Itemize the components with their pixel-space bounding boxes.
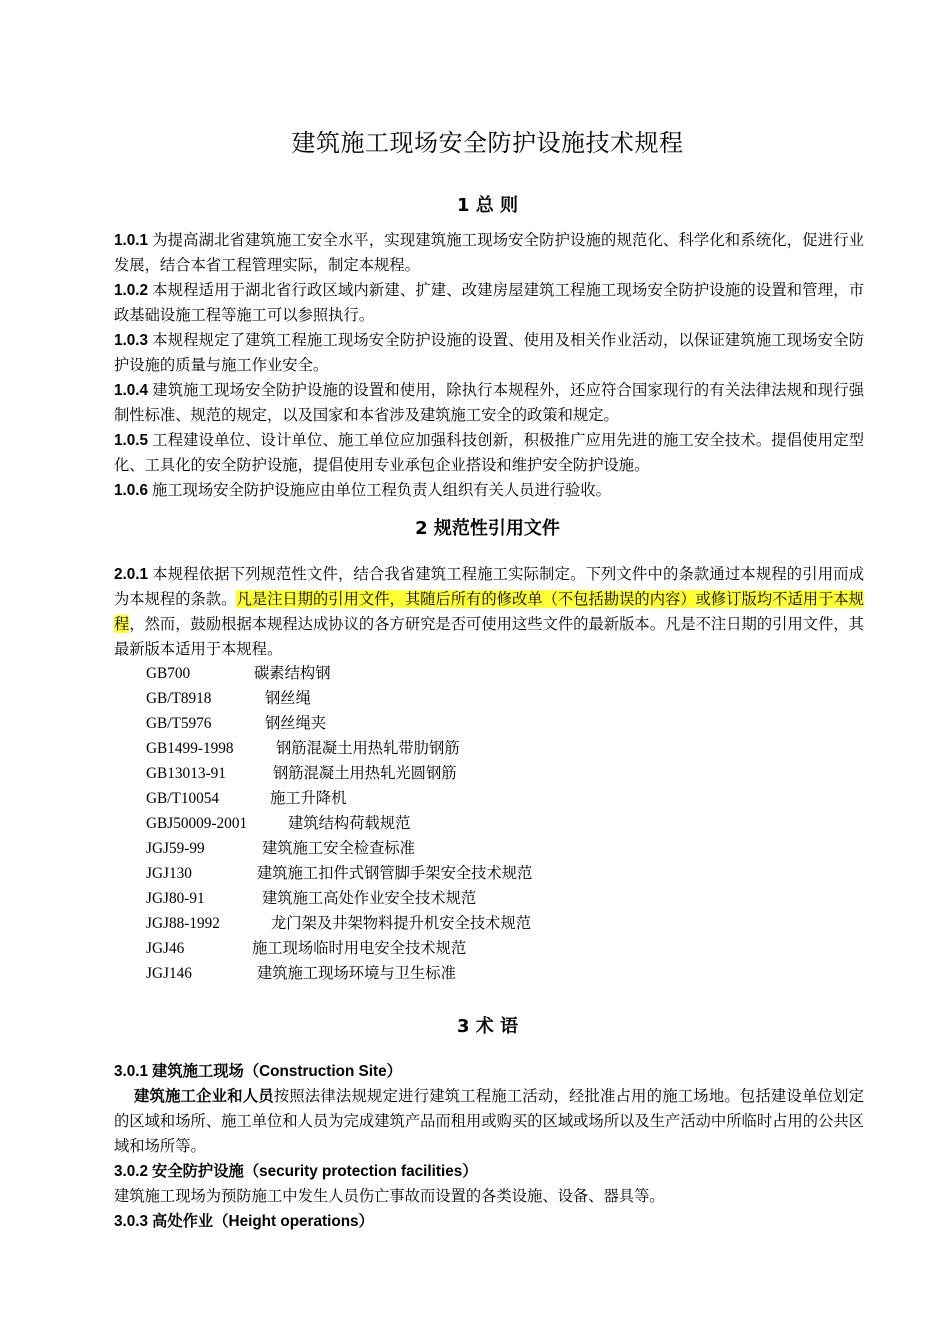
section-1-heading: 1 总 则 xyxy=(456,195,519,216)
standard-row: GB13013-91 钢筋混凝土用热轧光圆钢筋 xyxy=(146,764,457,782)
standard-row: GB/T10054 施工升降机 xyxy=(146,789,347,807)
clause-1-0-5: 1.0.5 工程建设单位、设计单位、施工单位应加强科技创新，积极推广应用先进的施工安全技术。提倡使用定型化、工具化的安全防护设施，提倡使用专业承包企业搭设和维护安全防护设施。 xyxy=(114,431,864,474)
clause-1-0-4: 1.0.4 建筑施工现场安全防护设施的设置和使用，除执行本规程外，还应符合国家现行的有关法律法规和现行强制性标准、规范的规定，以及国家和本省涉及建筑施工安全的政策和规定。 xyxy=(114,381,864,424)
standard-row: GB1499-1998 钢筋混凝土用热轧带肋钢筋 xyxy=(146,739,460,757)
standard-row: GB/T5976 钢丝绳夹 xyxy=(146,714,327,732)
term-3-0-1-title: 3.0.1 建筑施工现场（Construction Site） xyxy=(114,1063,402,1080)
clause-1-0-3: 1.0.3 本规程规定了建筑工程施工现场安全防护设施的设置、使用及相关作业活动，以保证建筑施工现场安全防护设施的质量与施工作业安全。 xyxy=(114,331,864,374)
section-3-body xyxy=(114,1059,864,1234)
standard-row: JGJ80-91 建筑施工高处作业安全技术规范 xyxy=(146,889,477,907)
clause-1-0-2: 1.0.2 本规程适用于湖北省行政区域内新建、扩建、改建房屋建筑工程施工现场安全防护设施的设置和管理，市政基础设施工程等施工可以参照执行。 xyxy=(114,281,864,324)
section-3-heading: 3 术 语 xyxy=(456,1016,519,1037)
clause-1-0-6: 1.0.6 施工现场安全防护设施应由单位工程负责人组织有关人员进行验收。 xyxy=(114,481,611,499)
standard-row: GBJ50009-2001 建筑结构荷载规范 xyxy=(146,814,411,832)
section-2-heading: 2 规范性引用文件 xyxy=(415,518,560,539)
term-3-0-2-definition: 建筑施工现场为预防施工中发生人员伤亡事故而设置的各类设施、设备、器具等。 xyxy=(114,1187,665,1205)
term-3-0-2-title: 3.0.2 安全防护设施（security protection facilities） xyxy=(114,1163,478,1180)
clause-1-0-1: 1.0.1 为提高湖北省建筑施工安全水平，实现建筑施工现场安全防护设施的规范化、科学化和系统化，促进行业发展，结合本省工程管理实际，制定本规程。 xyxy=(114,231,864,274)
standard-row: JGJ46 施工现场临时用电安全技术规范 xyxy=(146,939,467,957)
standards-list xyxy=(146,661,532,986)
term-3-0-3-title: 3.0.3 高处作业（Height operations） xyxy=(114,1213,374,1230)
document-title: 建筑施工现场安全防护设施技术规程 xyxy=(291,129,684,157)
section-1-body xyxy=(114,228,864,503)
highlighted-text: 凡是注日期的引用文件，其随后所有的修改单（不包括勘误的内容）或修订版均不适用于本规程 xyxy=(114,590,864,633)
clause-2-0-1: 2.0.1 本规程依据下列规范性文件，结合我省建筑工程施工实际制定。下列文件中的条款通过本规程的引用而成为本规程的条款。凡是注日期的引用文件，其随后所有的修改单（不包括勘误的内容）或修订版均不适用于本规程，然而，鼓励根据本规程达成协议的各方研究是否可使用这些文件的最新版本。凡是不注日期的引用文件，其最新版本适用于本规程。 xyxy=(114,565,864,658)
standard-row: GB700 碳素结构钢 xyxy=(146,664,331,682)
standard-row: JGJ88-1992 龙门架及井架物料提升机安全技术规范 xyxy=(146,914,532,932)
term-3-0-1-definition: 建筑施工企业和人员按照法律法规规定进行建筑工程施工活动，经批准占用的施工场地。包括建设单位划定的区域和场所、施工单位和人员为完成建筑产品而租用或购买的区域或场所以及生产活动中所临时占用的公共区域和场所等。 xyxy=(114,1087,864,1155)
standard-row: JGJ146 建筑施工现场环境与卫生标准 xyxy=(146,964,456,982)
section-2-body xyxy=(114,562,864,662)
standard-row: GB/T8918 钢丝绳 xyxy=(146,689,311,707)
standard-row: JGJ130 建筑施工扣件式钢管脚手架安全技术规范 xyxy=(146,864,533,882)
standard-row: JGJ59-99 建筑施工安全检查标准 xyxy=(146,839,415,857)
